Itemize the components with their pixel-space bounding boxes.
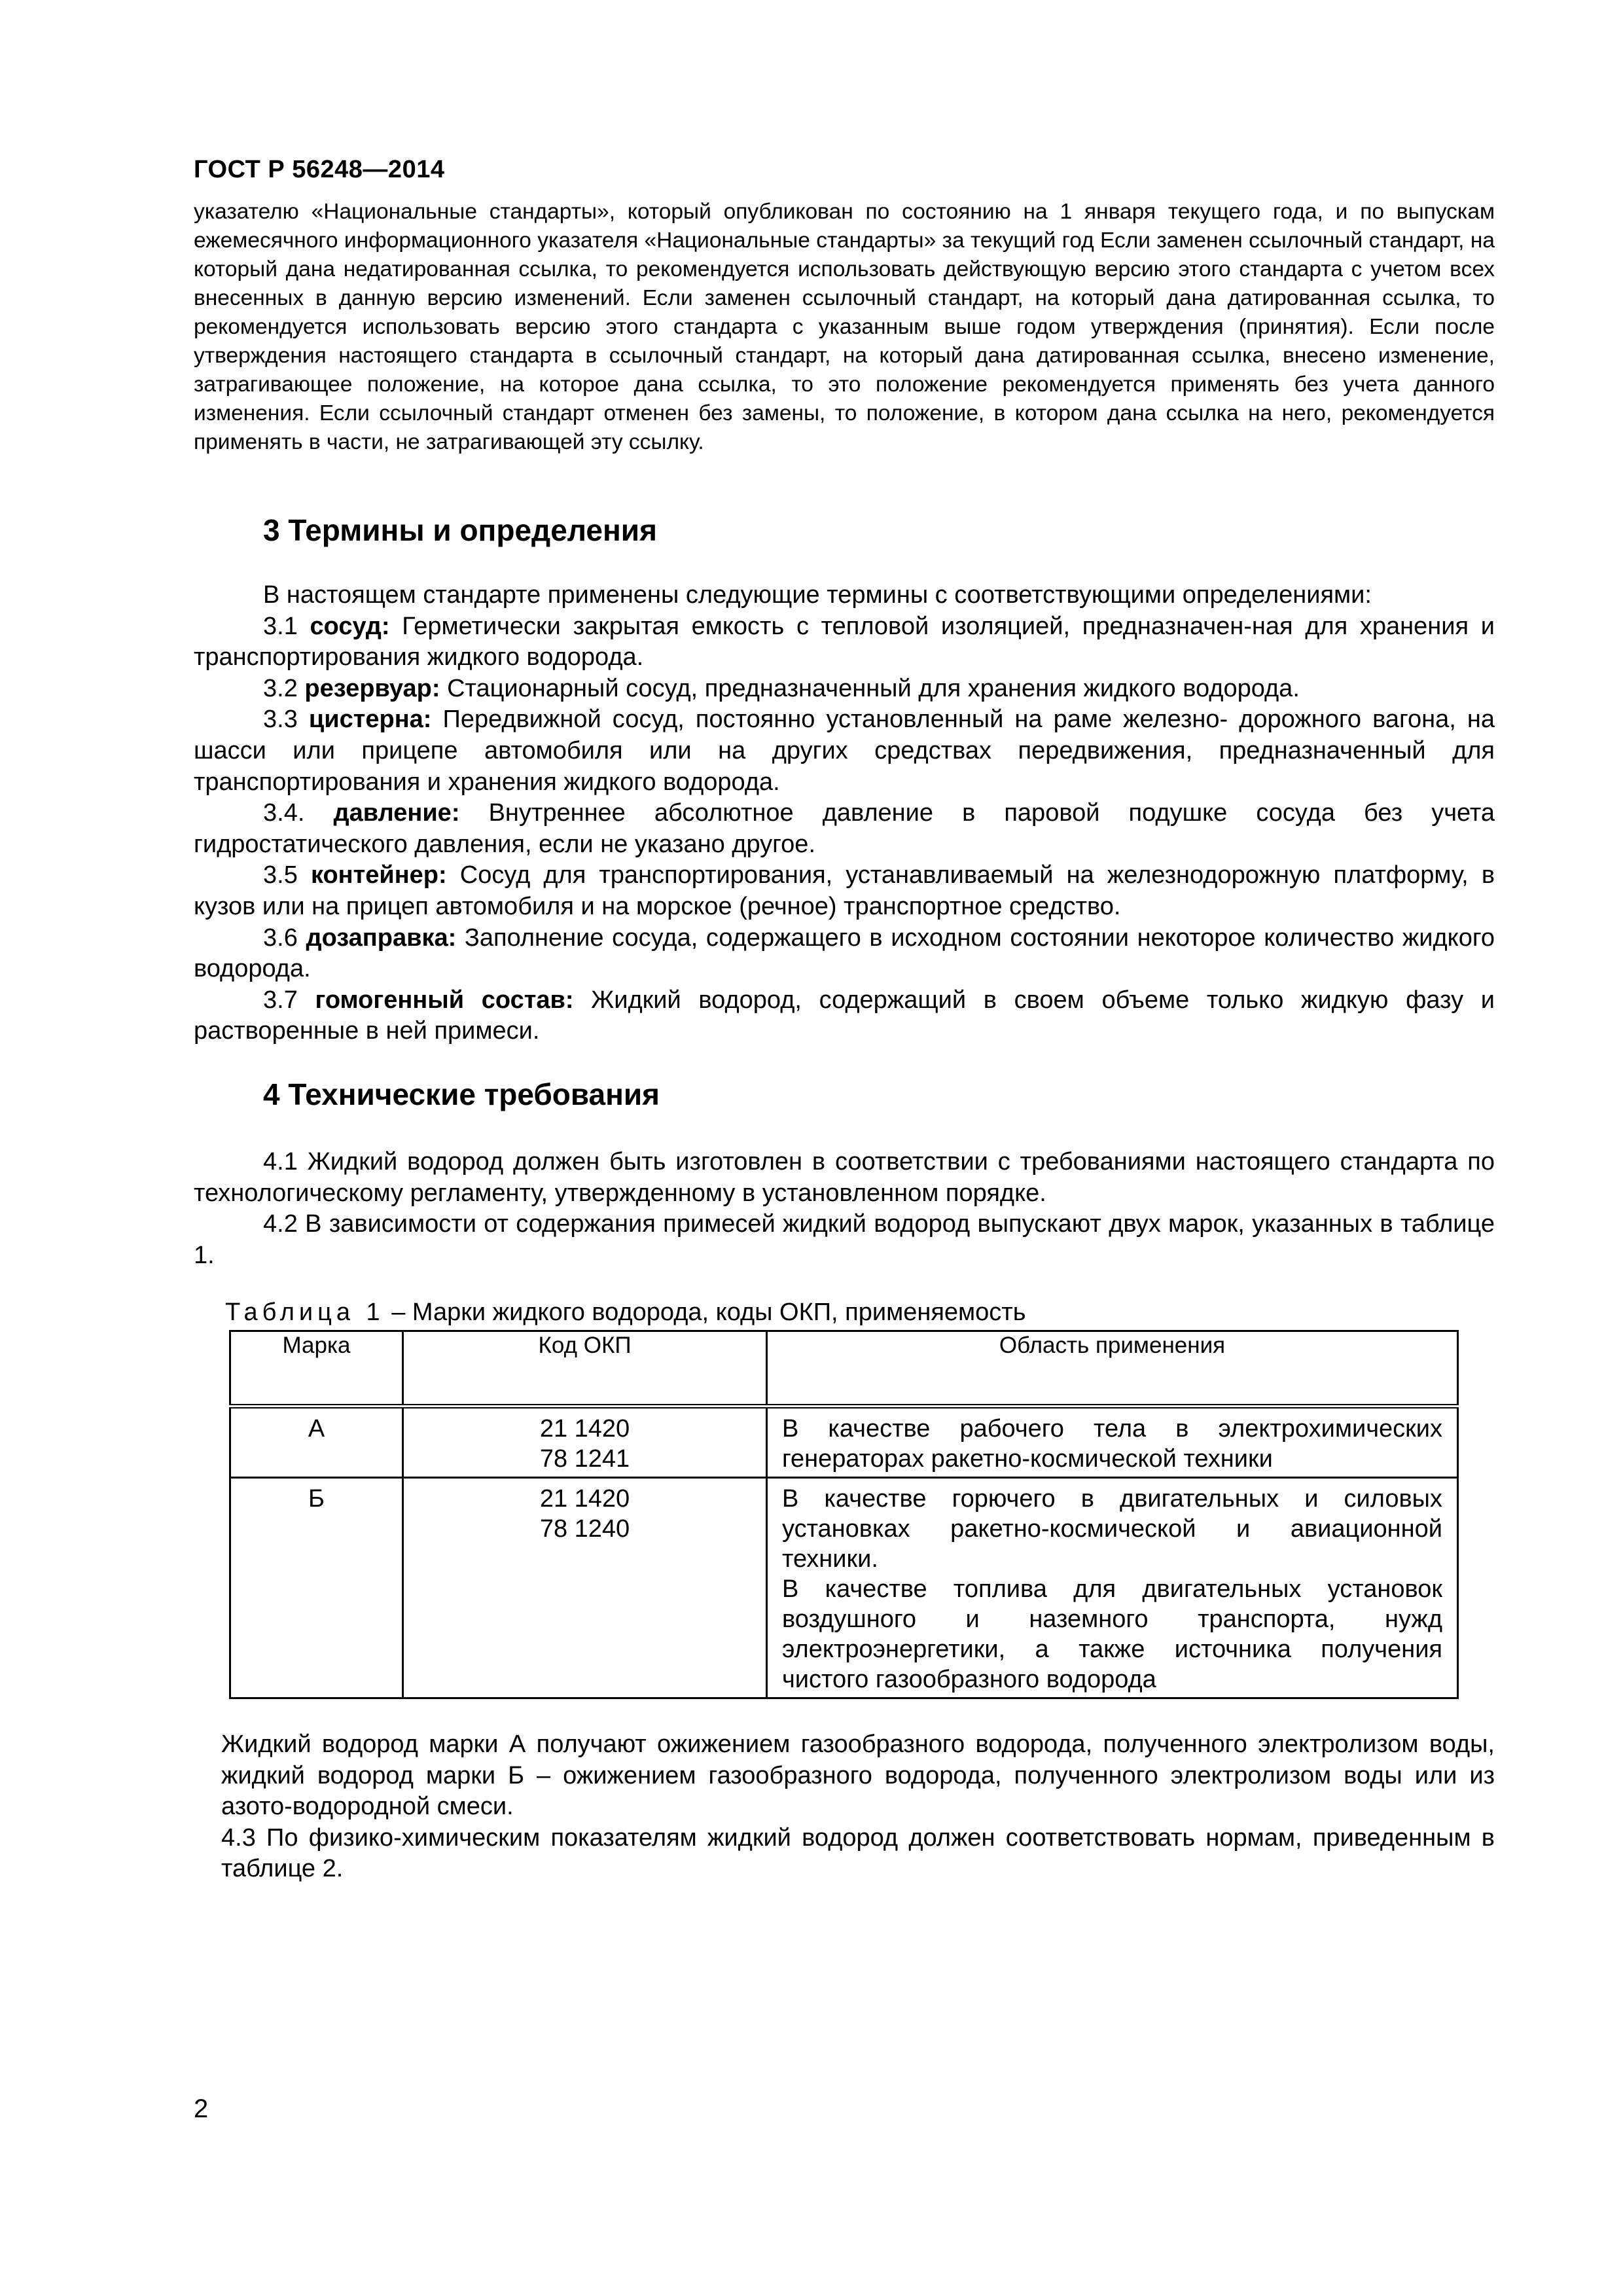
area-text: В качестве топлива для двигательных установок воздушного и наземного транспорта, нужд электроэнергетики, а также источника получения чистого газообразного водорода [782, 1575, 1442, 1693]
section-3-heading: 3 Термины и определения [263, 513, 657, 547]
code-line: 21 1420 [539, 1415, 630, 1443]
cell-code [403, 1478, 767, 1698]
column-header-area: Область применения [767, 1331, 1458, 1407]
term-name: цистерна: [308, 706, 432, 734]
table-caption-label: Таблица 1 [225, 1299, 385, 1326]
column-header-mark: Марка [230, 1331, 403, 1407]
table-1-caption [225, 1298, 1026, 1327]
terms-lead: В настоящем стандарте применены следующие термины с соответствующими определениями: [263, 581, 1372, 609]
code-line: 78 1241 [539, 1445, 630, 1473]
cell-area [767, 1478, 1458, 1698]
table-header-row [230, 1331, 1458, 1407]
cell-area [767, 1407, 1458, 1478]
cell-mark: Б [230, 1478, 403, 1698]
term-3-4 [194, 798, 1495, 860]
table-1 [229, 1330, 1459, 1699]
term-number: 3.1 [263, 612, 298, 640]
area-text: В качестве горючего в двигательных и силовых установках ракетно-космической и авиационной техники. [782, 1485, 1442, 1573]
term-3-1 [194, 611, 1495, 673]
term-number: 3.5 [263, 861, 298, 889]
term-number: 3.2 [263, 674, 298, 702]
column-header-code: Код ОКП [403, 1331, 767, 1407]
term-name: давление: [333, 799, 460, 827]
term-definition: Сосуд для транспортирования, устанавливаемый на железнодорожную платформу, в кузов или на прицеп автомобиля и на морское (речное) транспортное средство. [194, 861, 1495, 920]
term-definition: Внутреннее абсолютное давление в паровой подушке сосуда без учета гидростатического давления, если не указано другое. [194, 799, 1495, 858]
cell-mark: А [230, 1407, 403, 1478]
code-line: 78 1240 [539, 1515, 630, 1543]
term-number: 3.4. [263, 799, 305, 827]
after-table-block [221, 1729, 1495, 1885]
term-definition: Стационарный сосуд, предназначенный для хранения жидкого водорода. [447, 674, 1300, 702]
term-name: контейнер: [310, 861, 447, 889]
document-header: ГОСТ Р 56248—2014 [194, 156, 445, 183]
code-line: 21 1420 [539, 1485, 630, 1513]
term-definition: Передвижной сосуд, постоянно установленный на раме железно- дорожного вагона, на шасси или прицепе автомобиля или на других средствах передвижения, предназначенный для транспортирования и хранения жидкого водорода. [194, 706, 1495, 796]
intro-text: указателю «Национальные стандарты», который опубликован по состоянию на 1 января текущего года, и по выпускам ежемесячного информационного указателя «Национальные стандарты» за текущий год Если заменен ссылочный стандарт, на который дана недатированная ссылка, то рекомендуется использовать действующую версию этого стандарта с учетом всех внесенных в данную версию изменений. Если заменен ссылочный стандарт, на который дана датированная ссылка, то рекомендуется использовать версию этого стандарта с указанным выше годом утверждения (принятия). Если после утверждения настоящего стандарта в ссылочный стандарт, на который дана датированная ссылка, внесено изменение, затрагивающее положение, на которое дана ссылка, то это положение рекомендуется применять без учета данного изменения. Если ссылочный стандарт отменен без замены, то положение, в котором дана ссылка на него, рекомендуется применять в части, не затрагивающей эту ссылку. [194, 200, 1495, 454]
table-row [230, 1407, 1458, 1478]
requirement-4-3: 4.3 По физико-химическим показателям жидкий водород должен соответствовать нормам, приведенным в таблице 2. [221, 1823, 1495, 1883]
term-number: 3.6 [263, 924, 298, 952]
table-caption-text: – Марки жидкого водорода, коды ОКП, применяемость [384, 1299, 1026, 1326]
term-definition: Заполнение сосуда, содержащего в исходном состоянии некоторое количество жидкого водорода. [194, 924, 1495, 983]
page-number: 2 [194, 2094, 209, 2123]
requirement-4-2: 4.2 В зависимости от содержания примесей жидкий водород выпускают двух марок, указанных в таблице 1. [194, 1210, 1495, 1269]
term-3-7 [194, 985, 1495, 1047]
term-3-6 [194, 923, 1495, 985]
term-3-2 [194, 673, 1495, 705]
term-name: гомогенный состав: [315, 986, 574, 1014]
term-name: резервуар: [304, 674, 440, 702]
term-name: сосуд: [310, 612, 390, 640]
cell-code [403, 1407, 767, 1478]
term-number: 3.3 [263, 706, 298, 734]
area-text: В качестве рабочего тела в электрохимических генераторах ракетно-космической техники [782, 1415, 1442, 1473]
term-3-5 [194, 860, 1495, 922]
section-4-heading: 4 Технические требования [263, 1077, 660, 1111]
requirement-4-1: 4.1 Жидкий водород должен быть изготовлен в соответствии с требованиями настоящего стандарта по технологическому регламенту, утвержденному в установленном порядке. [194, 1148, 1495, 1207]
term-definition: Жидкий водород, содержащий в своем объеме только жидкую фазу и растворенные в ней примеси. [194, 986, 1495, 1045]
intro-paragraph [194, 198, 1495, 457]
term-number: 3.7 [263, 986, 298, 1014]
term-definition: Герметически закрытая емкость с тепловой изоляцией, предназначен-ная для хранения и транспортирования жидкого водорода. [194, 612, 1495, 672]
requirements-block [194, 1147, 1495, 1271]
term-name: дозаправка: [306, 924, 457, 952]
table-row [230, 1478, 1458, 1698]
term-3-3 [194, 704, 1495, 798]
production-paragraph: Жидкий водород марки А получают ожижением газообразного водорода, полученного электролизом воды, жидкий водород марки Б – ожижением газообразного водорода, полученного электролизом воды или из азото-водородной смеси. [221, 1731, 1495, 1821]
terms-block [194, 580, 1495, 1047]
